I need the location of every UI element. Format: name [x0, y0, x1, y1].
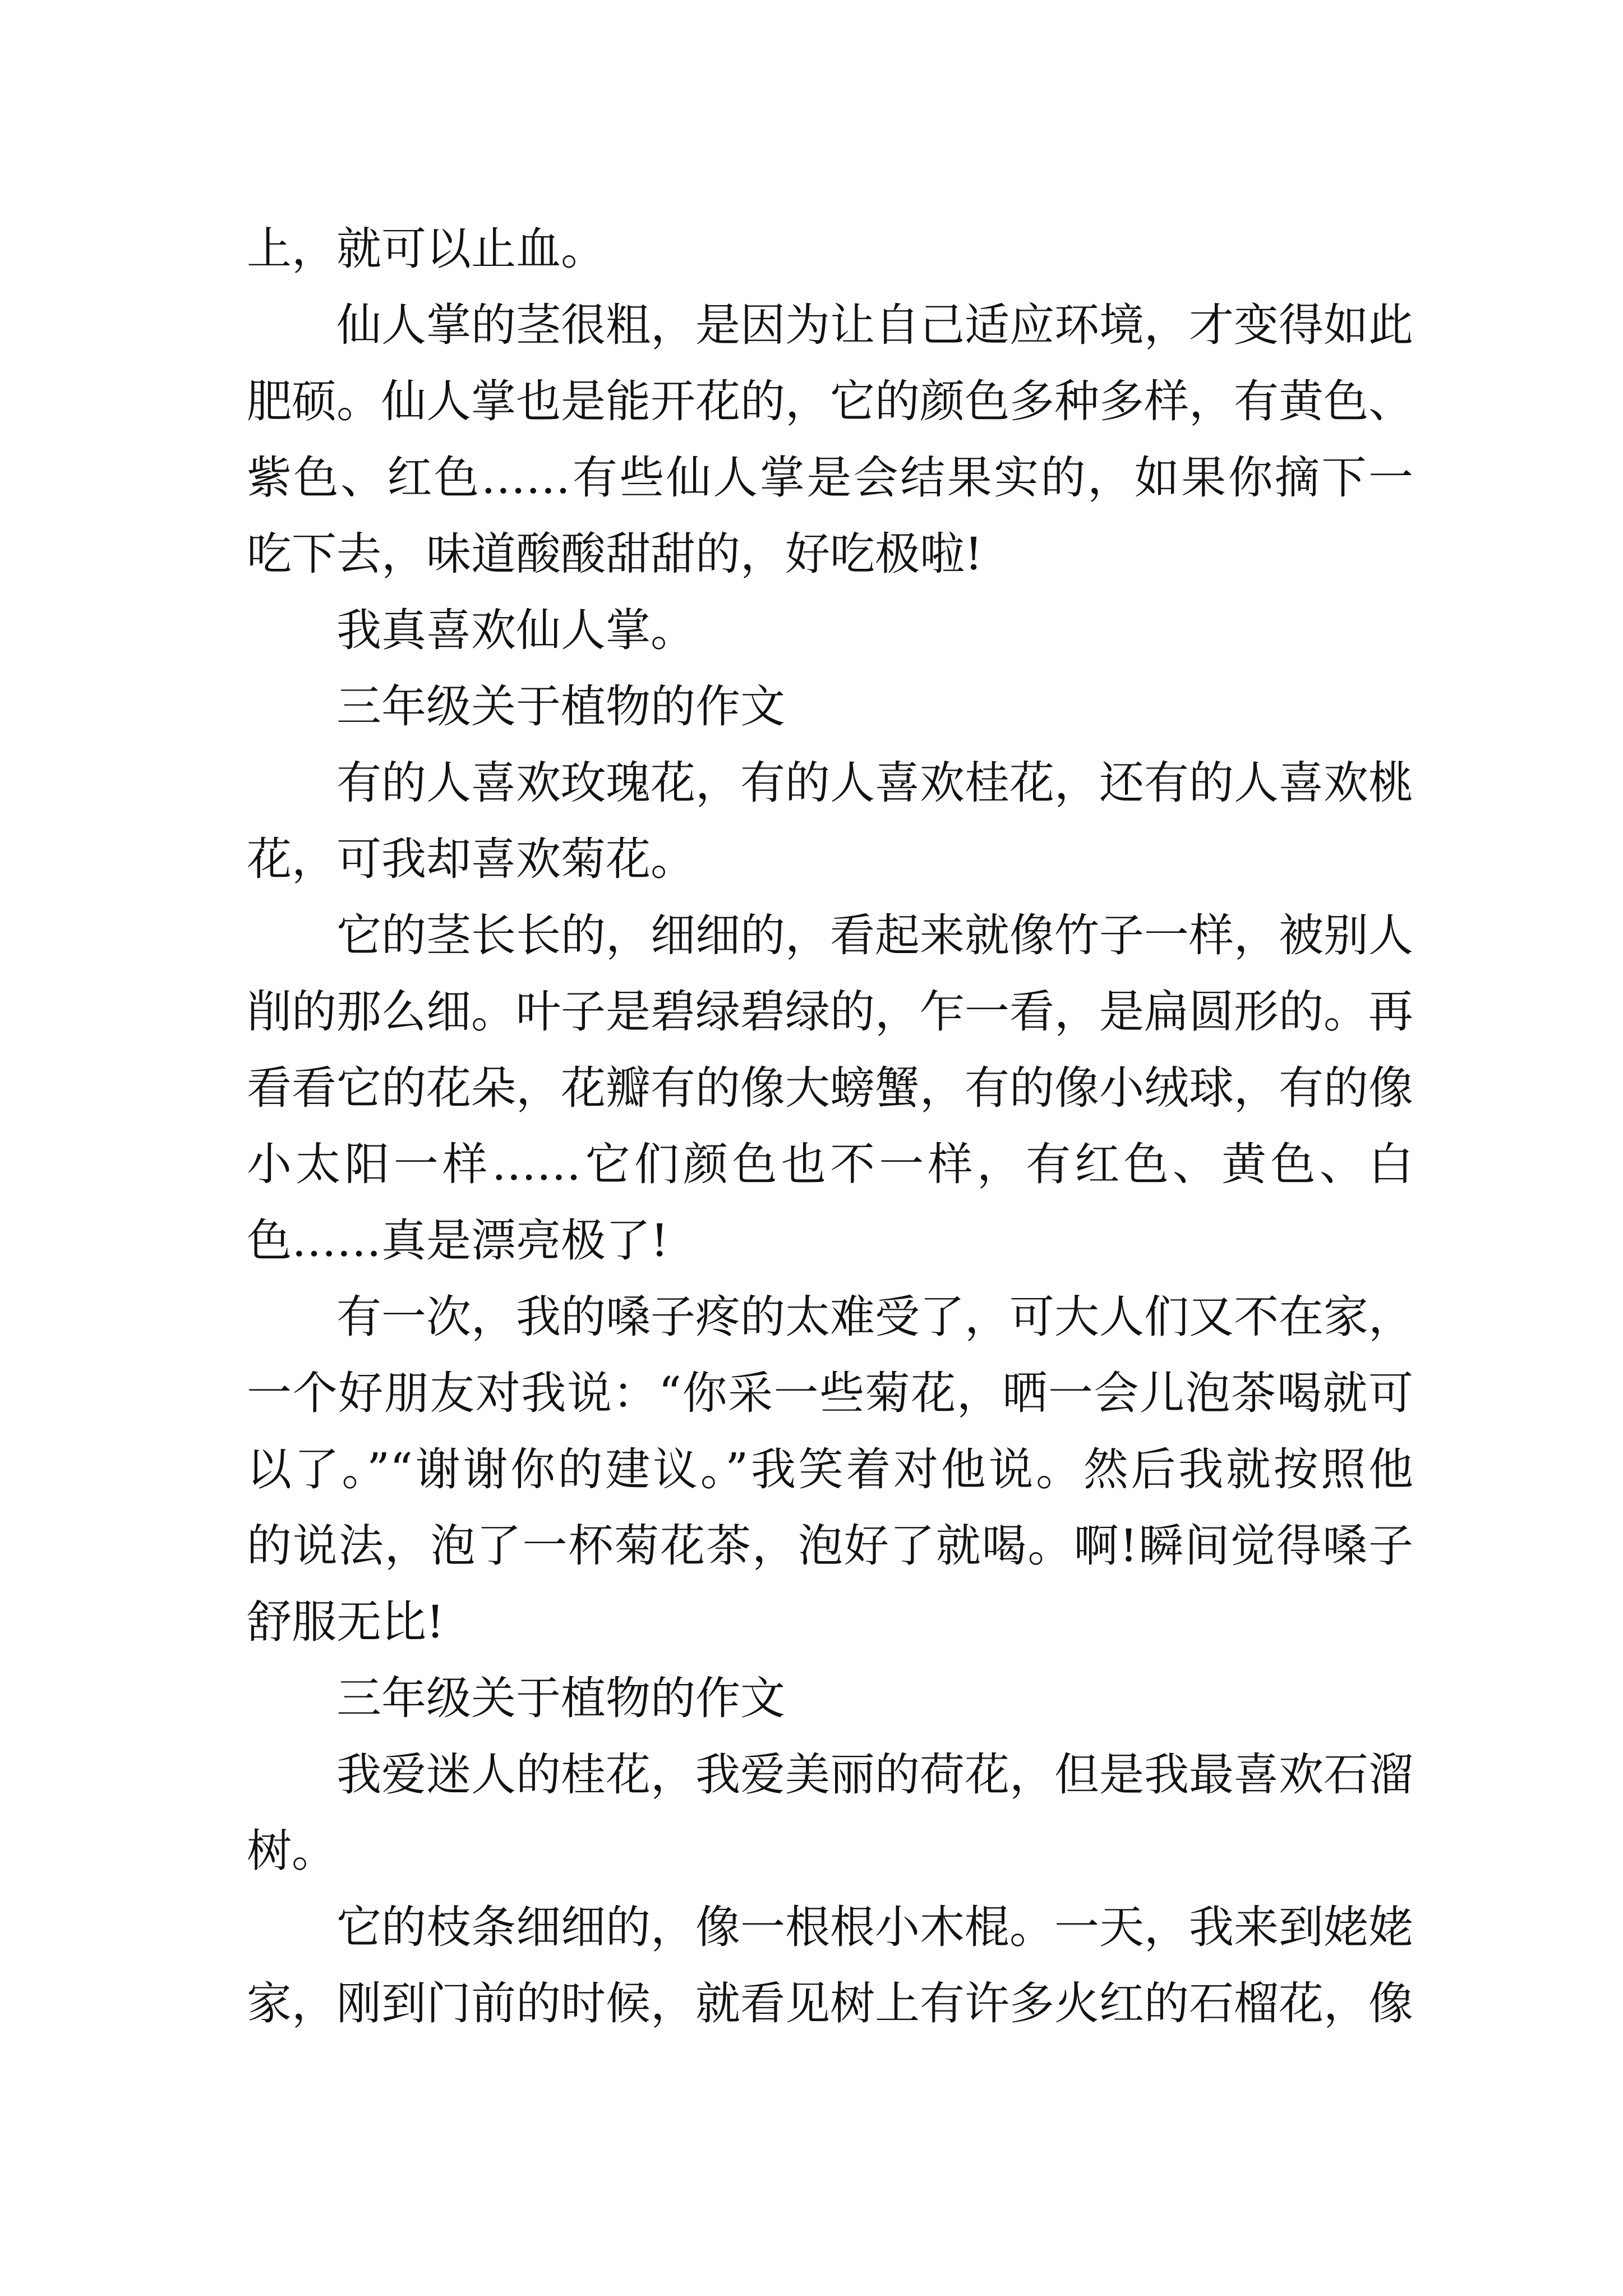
text-line: 仙人掌的茎很粗，是因为让自己适应环境，才变得如此 [336, 299, 1413, 351]
text-line: 色……真是漂亮极了! [247, 1214, 669, 1267]
text-line: 上，就可以止血。 [247, 223, 606, 275]
text-line: 它的茎长长的，细细的，看起来就像竹子一样，被别人 [336, 909, 1413, 961]
text-line: 我爱迷人的桂花，我爱美丽的荷花，但是我最喜欢石溜 [336, 1749, 1413, 1801]
text-line: 小太阳一样……它们颜色也不一样，有红色、黄色、白 [247, 1138, 1413, 1190]
text-line: 我真喜欢仙人掌。 [336, 604, 695, 656]
document-body [247, 211, 1413, 2042]
text-line: 家，刚到门前的时候，就看见树上有许多火红的石榴花，像 [247, 1977, 1413, 2030]
text-line: 看看它的花朵，花瓣有的像大螃蟹，有的像小绒球，有的像 [247, 1062, 1413, 1114]
text-line: 有一次，我的嗓子疼的太难受了，可大人们又不在家， [336, 1291, 1413, 1343]
text-line: 紫色、红色……有些仙人掌是会结果实的，如果你摘下一 [247, 452, 1413, 504]
text-line: 以了。”“谢谢你的建议。”我笑着对他说。然后我就按照他 [247, 1443, 1413, 1496]
text-line: 三年级关于植物的作文 [336, 680, 785, 733]
text-line: 树。 [247, 1825, 336, 1877]
text-line: 的说法，泡了一杯菊花茶，泡好了就喝。啊!瞬间觉得嗓子 [247, 1520, 1413, 1572]
text-line: 花，可我却喜欢菊花。 [247, 833, 695, 885]
text-line: 肥硕。仙人掌也是能开花的，它的颜色多种多样，有黄色、 [247, 375, 1413, 427]
text-line: 吃下去，味道酸酸甜甜的，好吃极啦! [247, 528, 983, 580]
text-line: 舒服无比! [247, 1596, 445, 1648]
text-line: 削的那么细。叶子是碧绿碧绿的，乍一看，是扁圆形的。再 [247, 986, 1413, 1038]
text-line: 三年级关于植物的作文 [336, 1672, 785, 1724]
text-line: 它的枝条细细的，像一根根小木棍。一天，我来到姥姥 [336, 1901, 1413, 1953]
text-line: 有的人喜欢玫瑰花，有的人喜欢桂花，还有的人喜欢桃 [336, 757, 1413, 809]
text-line: 一个好朋友对我说：“你采一些菊花，晒一会儿泡茶喝就可 [247, 1367, 1413, 1419]
